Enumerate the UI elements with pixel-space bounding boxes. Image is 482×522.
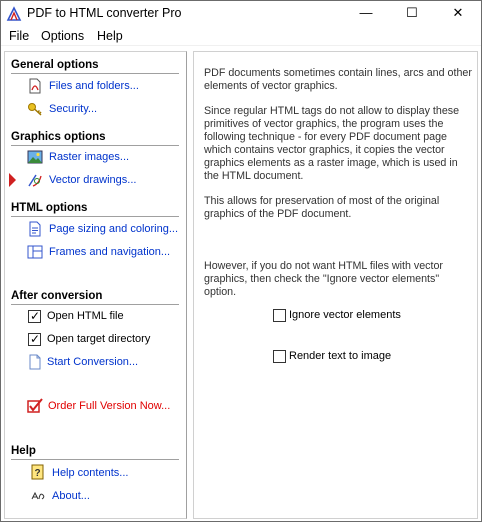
vector-drawings-link[interactable]: Vector drawings... — [49, 174, 137, 186]
open-target-checkbox[interactable] — [28, 333, 41, 346]
section-graphics-title: Graphics options — [11, 131, 106, 143]
section-after-title: After conversion — [11, 290, 103, 302]
window-title: PDF to HTML converter Pro — [27, 6, 182, 20]
section-divider — [11, 216, 179, 217]
frames-icon — [27, 244, 43, 260]
checkmark-icon: ✓ — [30, 309, 41, 323]
description-paragraph: PDF documents sometimes contain lines, arcs and other elements of vector graphics. — [204, 67, 472, 92]
menu-bar — [1, 26, 481, 46]
section-help-title: Help — [11, 445, 36, 457]
page-sizing-link[interactable]: Page sizing and coloring... — [49, 223, 179, 235]
section-html-title: HTML options — [11, 202, 88, 214]
maximize-button[interactable]: ☐ — [406, 5, 418, 20]
open-html-checkbox[interactable] — [28, 310, 41, 323]
ignore-vector-checkbox[interactable] — [273, 309, 286, 322]
section-divider — [11, 145, 179, 146]
render-text-label[interactable]: Render text to image — [289, 350, 392, 362]
menu-file[interactable]: File — [9, 29, 30, 43]
minimize-button[interactable]: — — [359, 5, 373, 20]
close-button[interactable]: ✕ — [452, 5, 464, 20]
menu-options[interactable]: Options — [41, 29, 85, 43]
description-panel — [193, 51, 478, 519]
vector-drawing-icon — [27, 172, 43, 188]
description-paragraph: Since regular HTML tags do not allow to display these primitives of vector graphics, the program uses the following technique - for every PDF document page which contains vector graphics, it copies the vector graphics elements as a raster image, which is used in the HTML document. — [204, 105, 460, 182]
page-sizing-icon — [27, 221, 43, 237]
title-bar — [1, 1, 481, 26]
svg-text:?: ? — [34, 468, 41, 479]
order-full-version-link[interactable]: Order Full Version Now... — [48, 400, 171, 412]
checkmark-icon: ✓ — [30, 332, 41, 346]
description-paragraph: This allows for preservation of most of the original graphics of the PDF document. — [204, 195, 440, 220]
section-divider — [11, 304, 179, 305]
key-icon — [27, 101, 43, 117]
about-link[interactable]: About... — [52, 490, 90, 502]
frames-navigation-link[interactable]: Frames and navigation... — [49, 246, 171, 258]
description-paragraph: However, if you do not want HTML files with vector graphics, then check the "Ignore vector elements" option. — [204, 260, 443, 298]
start-conversion-link[interactable]: Start Conversion... — [47, 356, 139, 368]
help-book-icon — [30, 464, 46, 480]
section-general-title: General options — [11, 59, 99, 71]
selected-marker-icon — [9, 173, 16, 187]
security-link[interactable]: Security... — [49, 103, 98, 115]
ignore-vector-label[interactable]: Ignore vector elements — [289, 309, 401, 321]
help-contents-link[interactable]: Help contents... — [52, 467, 129, 479]
section-divider — [11, 73, 179, 74]
open-html-label[interactable]: Open HTML file — [47, 310, 124, 322]
raster-images-link[interactable]: Raster images... — [49, 151, 130, 163]
start-conversion-icon — [27, 354, 43, 370]
order-checkmark-icon — [27, 398, 43, 414]
app-logo-icon — [6, 6, 22, 22]
menu-help[interactable]: Help — [97, 29, 123, 43]
raster-image-icon — [27, 149, 43, 165]
file-pdf-icon — [27, 78, 43, 94]
render-text-checkbox[interactable] — [273, 350, 286, 363]
about-icon — [30, 487, 46, 503]
open-target-label[interactable]: Open target directory — [47, 333, 151, 345]
options-sidebar — [4, 51, 187, 519]
section-divider — [11, 459, 179, 460]
files-and-folders-link[interactable]: Files and folders... — [49, 80, 139, 92]
